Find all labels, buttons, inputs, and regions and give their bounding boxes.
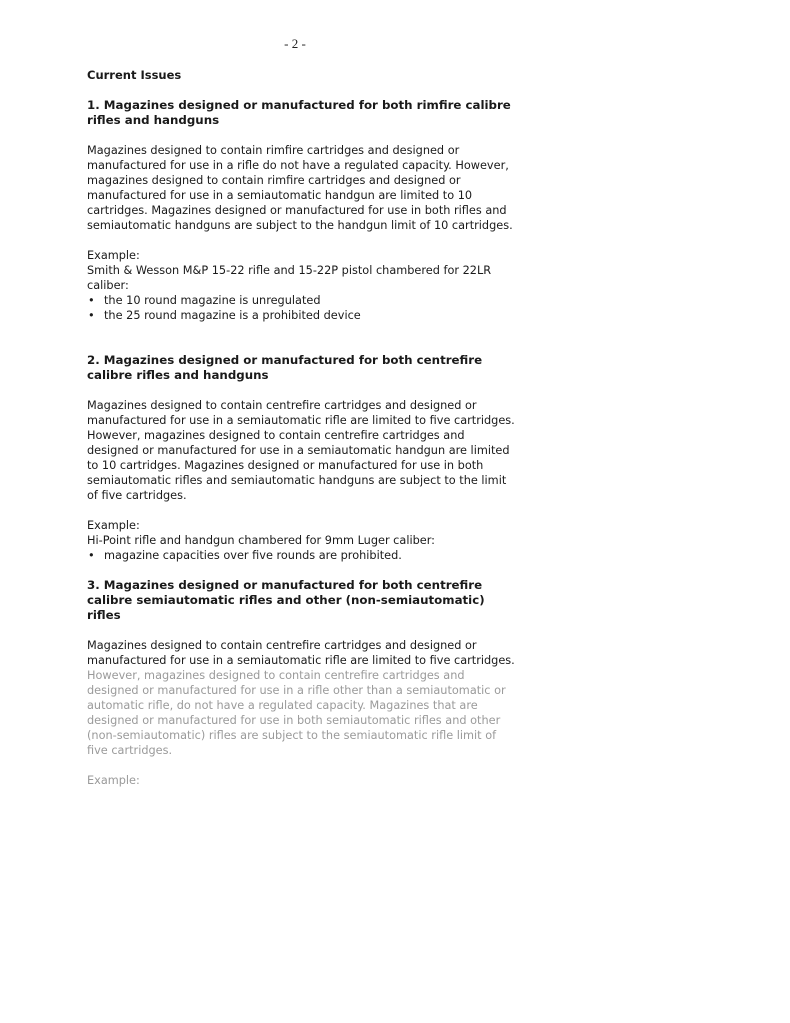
section-2-title: 2. Magazines designed or manufactured for both centrefire calibre rifles and handguns <box>87 353 483 382</box>
section-2-bullet-list <box>87 548 517 563</box>
section-3-example-label: Example: <box>87 774 140 787</box>
section-2-example-text: Hi-Point rifle and handgun chambered for 9mm Luger caliber: <box>87 534 435 547</box>
section-1-bullet-list <box>87 293 517 323</box>
section-1-example-text: Smith & Wesson M&P 15-22 rifle and 15-22P pistol chambered for 22LR caliber: <box>87 264 492 292</box>
bullet-dot-icon: • <box>88 309 95 322</box>
section-2-paragraph: Magazines designed to contain centrefire cartridges and designed or manufactured for use in a semiautomatic rifle are limited to five cartridges. However, magazines designed to contain centrefire cartridges and designed or manufactured for use in a semiautomatic handgun are limited to 10 cartridges. Magazines designed or manufactured for use in both semiautomatic rifles and semiautomatic handguns are subject to the limit of five cartridges. <box>87 399 515 502</box>
bullet-item <box>87 293 517 308</box>
page-number: - 2 - <box>284 36 306 51</box>
bullet-text: the 10 round magazine is unregulated <box>104 294 321 307</box>
bullet-text: magazine capacities over five rounds are prohibited. <box>104 549 402 562</box>
section-3-paragraph <box>87 638 517 758</box>
section-1-title: 1. Magazines designed or manufactured for both rimfire calibre rifles and handguns <box>87 98 511 127</box>
section-1-paragraph: Magazines designed to contain rimfire cartridges and designed or manufactured for use in a rifle do not have a regulated capacity. However, magazines designed to contain rimfire cartridges and designed or manufactured for use in a semiautomatic handgun are limited to 10 cartridges. Magazines designed or manufactured for use in both rifles and semiautomatic handguns are subject to the handgun limit of 10 cartridges. <box>87 144 513 232</box>
section-1-example-label: Example: <box>87 249 140 262</box>
section-3-paragraph-part2: However, magazines designed to contain centrefire cartridges and designed or manufactured for use in a rifle other than a semiautomatic or automatic rifle, do not have a regulated capacity. Magazines that are designed or manufactured for use in both semiautomatic rifles and other (non-semiautomatic) rifles are subject to the semiautomatic rifle limit of five cartridges. <box>87 669 506 757</box>
bullet-dot-icon: • <box>88 294 95 307</box>
section-2-example-label: Example: <box>87 519 140 532</box>
bullet-item <box>87 308 517 323</box>
bullet-item <box>87 548 517 563</box>
section-3-paragraph-part1: Magazines designed to contain centrefire cartridges and designed or manufactured for use in a semiautomatic rifle are limited to five cartridges. <box>87 639 515 667</box>
bullet-text: the 25 round magazine is a prohibited device <box>104 309 361 322</box>
current-issues-heading: Current Issues <box>87 68 182 82</box>
document-body <box>87 68 517 788</box>
bullet-dot-icon: • <box>88 549 95 562</box>
section-3-title: 3. Magazines designed or manufactured for both centrefire calibre semiautomatic rifles and other (non-semiautomatic) rifles <box>87 578 485 622</box>
